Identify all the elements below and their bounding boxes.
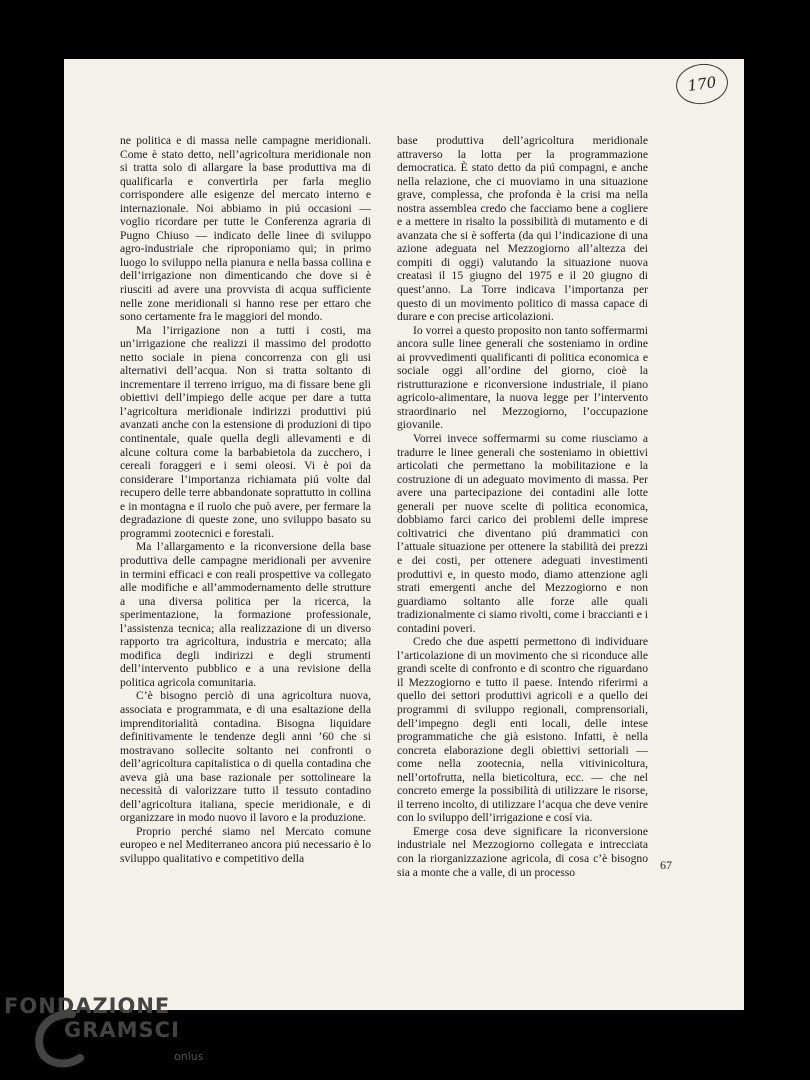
logo-text-line1: FONDAZIONE (4, 994, 171, 1018)
paragraph: Io vorrei a questo proposito non tanto soffermarmi ancora sulle linee generali che sosteniamo in ordine ai provvedimenti qualificanti di politica economica e sociale oggi all’ordine del giorno, cioè la ristrutturazione e riconversione industriale, il piano agricolo-alimentare, la nuova legge per l’intervento straordinario nel Mezzogiorno, l’occupazione giovanile. (397, 323, 648, 432)
logo-subtitle: onlus (174, 1050, 204, 1063)
left-text-column (120, 134, 371, 866)
paragraph: Proprio perché siamo nel Mercato comune europeo e nel Mediterraneo ancora piú necessario è lo sviluppo qualitativo e competitivo della (120, 824, 371, 865)
paragraph: Ma l’allargamento e la riconversione della base produttiva delle campagne meridionali per avvenire in termini efficaci e con reali prospettive va collegato alle modifiche e all’ammodernamento delle strutture a una diversa politica per la ricerca, la sperimentazione, la formazione professionale, l’assistenza tecnica; alla realizzazione di un diverso rapporto tra agricoltura, industria e mercato; alla modifica degli indirizzi e degli strumenti dell’intervento pubblico e a una revisione della politica agricola comunitaria. (120, 540, 371, 689)
right-text-column (397, 134, 648, 879)
paragraph: base produttiva dell’agricoltura meridionale attraverso la lotta per la programmazione democratica. È stato detto da piú compagni, e anche nella relazione, che ci muoviamo in una situazione grave, complessa, che profonda è la crisi ma nella nostra assemblea credo che facciamo bene a cogliere e a mettere in risalto la possibilità di mutamento e di avanzata che si è sofferta (da qui l’indicazione di una azione adeguata nel Mezzogiorno all’altezza dei compiti di oggi) valutando la situazione nuova creatasi il 15 giugno del 1975 e il 20 giugno di quest’anno. La Torre indicava l’importanza per questo di un movimento politico di massa capace di durare e con precise articolazioni. (397, 134, 648, 324)
paragraph: ne politica e di massa nelle campagne meridionali. Come è stato detto, nell’agricoltura meridionale non si tratta solo di allargare la base produttiva ma di qualificarla e convertirla per farla meglio corrispondere alle esigenze del mercato interno e internazionale. Noi abbiamo in piú occasioni — voglio ricordare per tutte le Conferenza agraria di Pugno Chiuso — indicato delle linee di sviluppo agro-industriale che riproponiamo qui; in primo luogo lo sviluppo nella pianura e nella bassa collina e dell’irrigazione non dimenticando che dove si è riusciti ad avere una provvista di acqua sufficiente nelle zone meridionali si hanno rese per ettaro che sono certamente fra le maggiori del mondo. (120, 134, 371, 324)
handwritten-page-number: 170 (673, 61, 730, 108)
paragraph: Emerge cosa deve significare la riconversione industriale nel Mezzogiorno collegata e intrecciata con la riorganizzazione agricola, di cosa c’è bisogno sia a monte che a valle, di un processo (397, 824, 648, 879)
fondazione-gramsci-logo (4, 994, 204, 1074)
page-number: 67 (660, 858, 672, 872)
paragraph: Vorrei invece soffermarmi su come riusciamo a tradurre le linee generali che sosteniamo in obiettivi articolati che permettano la mobilitazione e la costruzione di un adeguato movimento di massa. Per avere una partecipazione dei contadini alle lotte generali per nuove scelte di politica economica, dobbiamo farci carico dei problemi delle imprese coltivatrici che diventano piú drammatici con l’attuale situazione per ottenere la stabilità dei prezzi e dei costi, per ottenere adeguati investimenti produttivi e, in questo modo, diamo attenzione agli strati emergenti anche del Mezzogiorno e non guardiamo soltanto alle forze alle quali tradizionalmente ci siamo rivolti, come i braccianti e i contadini poveri. (397, 432, 648, 635)
paragraph: Credo che due aspetti permettono di individuare l’articolazione di un movimento che si riconduce alle grandi scelte di confronto e di scontro che riguardano il Mezzogiorno e tutto il paese. Intendo riferirmi a quello dei settori produttivi agricoli e a quello dei programmi di sviluppo regionali, comprensoriali, dell’impegno degli enti locali, delle intese programmatiche che già esistono. Infatti, è nella concreta elaborazione degli obiettivi settoriali — come nella zootecnia, nella vitivinicoltura, nell’ortofrutta, nella bieticoltura, ecc. — che nel concreto emerge la possibilità di utilizzare le risorse, il terreno incolto, di utilizzare l’acqua che deve venire con lo sviluppo dell’irrigazione e cosí via. (397, 635, 648, 825)
logo-text-line2: GRAMSCI (64, 1018, 180, 1042)
paragraph: Ma l’irrigazione non a tutti i costi, ma un’irrigazione che realizzi il massimo del prodotto netto sociale in piena concorrenza con gli usi alternativi dell’acqua. Non si tratta soltanto di incrementare il terreno irriguo, ma di fissare bene gli obiettivi dell’impiego delle acque per dare a tutta l’agricoltura meridionale indirizzi produttivi piú avanzati anche con la estensione di produzioni di tipo continentale, quale quella degli allevamenti e di alcune coltura come la barbabietola da zucchero, i cereali foraggeri e i semi oleosi. Vi è poi da considerare l’importanza richiamata piú volte dal recupero delle terre abbandonate soprattutto in collina e in montagna e il ruolo che può avere, per fermare la degradazione di queste zone, uno sviluppo basato su programmi zootecnici e forestali. (120, 323, 371, 540)
paragraph: C’è bisogno perciò di una agricoltura nuova, associata e programmata, e di una esaltazione della imprenditorialità contadina. Bisogna liquidare definitivamente le tendenze degli anni ’60 che si mostravano sollecite soltanto nei confronti o dell’agricoltura capitalistica o di quella contadina che aveva già una base razionale per sottolineare la necessità di valorizzare tutto il tessuto contadino dell’agricoltura italiana, specie meridionale, e di organizzare in modo nuovo il lavoro e la produzione. (120, 689, 371, 825)
